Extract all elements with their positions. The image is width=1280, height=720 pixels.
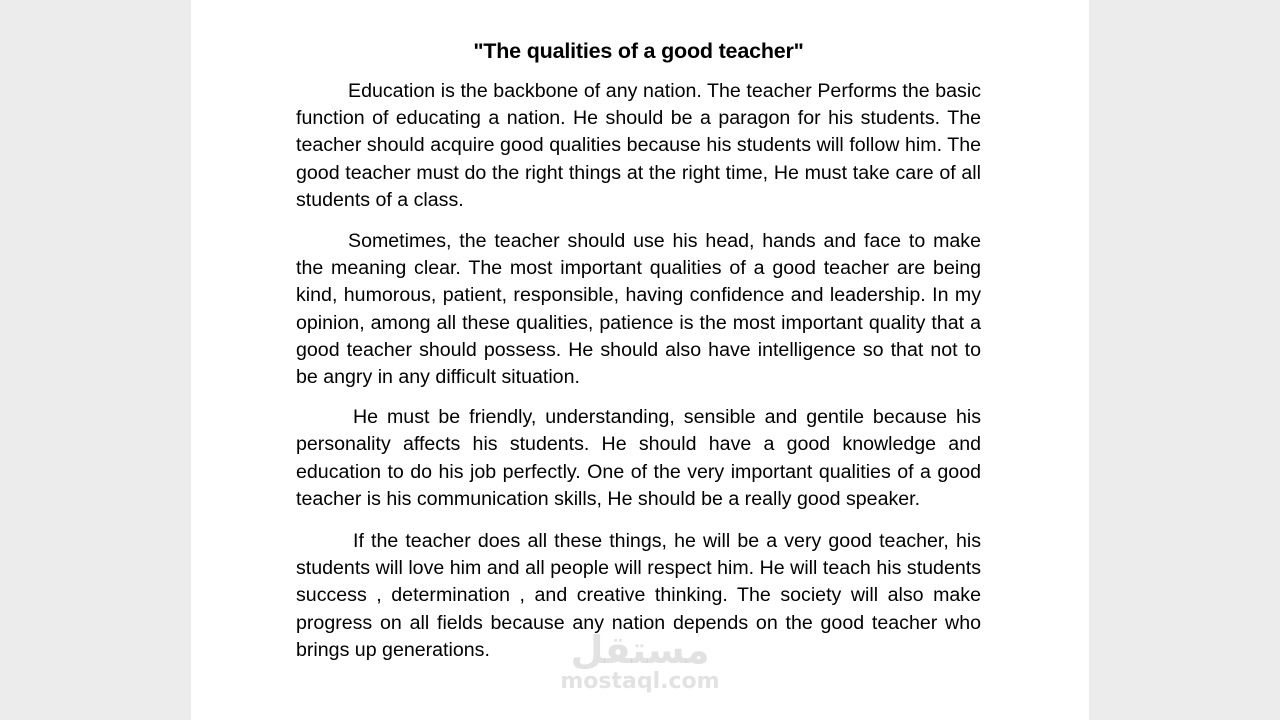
paragraph-1: Education is the backbone of any nation. The teacher Performs the basic function of educating a nation. He should be a paragon for his students. The teacher should acquire good qualities because his students will follow him. The good teacher must do the right things at the right time, He must take care of all students of a class.: [296, 80, 981, 211]
document-body: [296, 36, 981, 678]
paragraph-4: If the teacher does all these things, he will be a very good teacher, his students will love him and all people will respect him. He will teach his students success , determination , and creative thinking. The society will also make progress on all fields because any nation depends on the good teacher who brings up generations.: [296, 530, 981, 661]
paragraph-2: Sometimes, the teacher should use his head, hands and face to make the meaning clear. The most important qualities of a good teacher are being kind, humorous, patient, responsible, having confidence and leadership. In my opinion, among all these qualities, patience is the most important quality that a good teacher should possess. He should also have intelligence so that not to be angry in any difficult situation.: [296, 230, 981, 389]
paragraph-3: He must be friendly, understanding, sensible and gentile because his personality affects his students. He should have a good knowledge and education to do his job perfectly. One of the very important qualities of a good teacher is his communication skills, He should be a really good speaker.: [296, 406, 981, 510]
document-title: "The qualities of a good teacher": [473, 39, 804, 63]
document-page: [191, 0, 1089, 720]
watermark-logo: مستقل: [570, 628, 710, 672]
watermark-url: mostaql.com: [560, 669, 720, 694]
